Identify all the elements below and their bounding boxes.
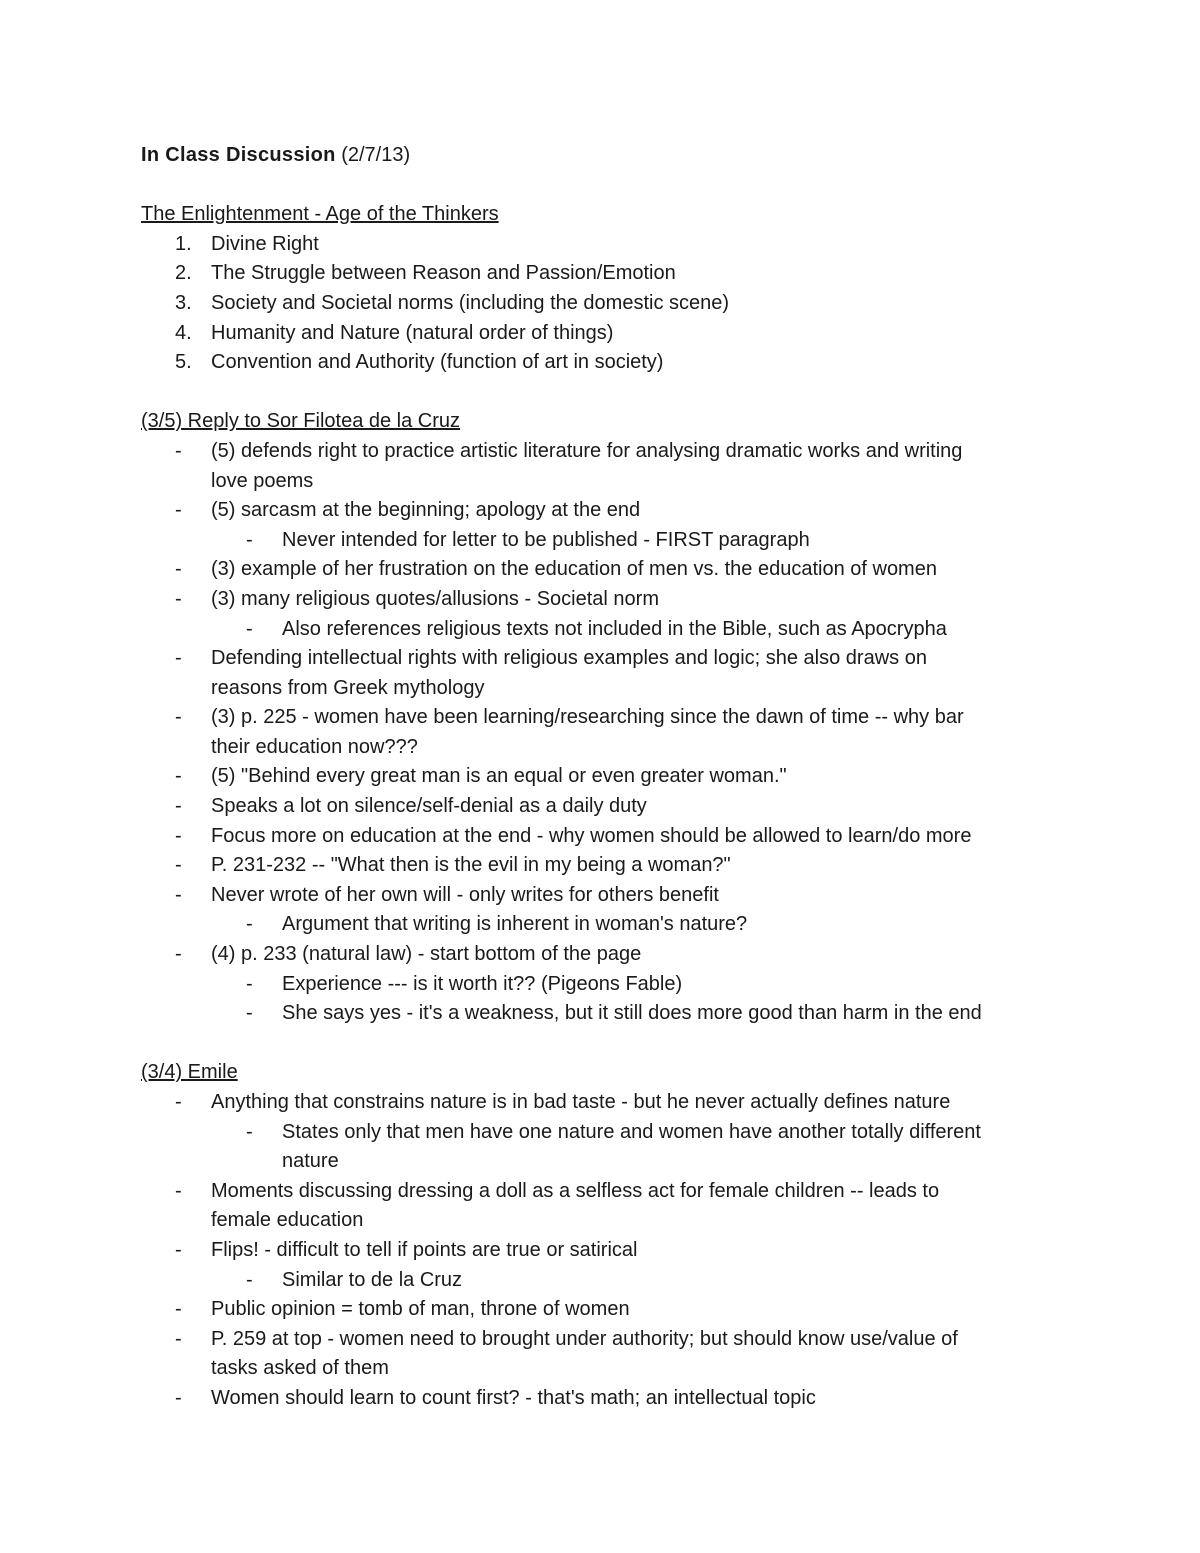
bullet-item: - (5) sarcasm at the beginning; apology at the end bbox=[175, 499, 641, 522]
spacer bbox=[141, 171, 1061, 201]
section-heading-enlightenment: The Enlightenment - Age of the Thinkers bbox=[141, 203, 499, 226]
bullet-item: - (5) defends right to practice artistic literature for analysing dramatic works and writing love poems bbox=[175, 439, 963, 492]
sub-bullet-item: - Never intended for letter to be published - FIRST paragraph bbox=[246, 528, 810, 551]
bullet-item: - (3) many religious quotes/allusions - Societal norm bbox=[175, 587, 659, 610]
sub-bullet-item: - Similar to de la Cruz bbox=[246, 1268, 463, 1291]
bullet-item: - Defending intellectual rights with religious examples and logic; she also draws on reasons from Greek mythology bbox=[175, 647, 927, 699]
bullet-item: - Moments discussing dressing a doll as a selfless act for female children -- leads to female education bbox=[175, 1179, 940, 1232]
numbered-item: 3. Society and Societal norms (including the domestic scene) bbox=[175, 291, 730, 314]
page-title bbox=[141, 141, 1061, 171]
spacer bbox=[141, 378, 1061, 408]
numbered-item: 2. The Struggle between Reason and Passion/Emotion bbox=[175, 262, 676, 285]
numbered-item: 5. Convention and Authority (function of art in society) bbox=[175, 351, 664, 374]
section-heading-emile: (3/4) Emile bbox=[141, 1061, 238, 1084]
title-bold: In Class Discussion bbox=[141, 144, 336, 166]
sub-bullet-item: - States only that men have one nature and women have another totally different nature bbox=[246, 1120, 981, 1173]
bullet-item: - Flips! - difficult to tell if points are true or satirical bbox=[175, 1238, 638, 1261]
bullet-item: - P. 231-232 -- "What then is the evil in my being a woman?" bbox=[175, 854, 731, 877]
numbered-item: 4. Humanity and Nature (natural order of things) bbox=[175, 321, 614, 344]
sub-bullet-item: - Also references religious texts not included in the Bible, such as Apocrypha bbox=[246, 617, 947, 640]
bullet-item: - (4) p. 233 (natural law) - start bottom of the page bbox=[175, 943, 642, 966]
sub-bullet-item: - Experience --- is it worth it?? (Pigeons Fable) bbox=[246, 972, 683, 995]
sub-bullet-item: - She says yes - it's a weakness, but it still does more good than harm in the end bbox=[246, 1002, 982, 1025]
bullet-item: - (5) "Behind every great man is an equal or even greater woman." bbox=[175, 765, 787, 788]
bullet-item: - Focus more on education at the end - why women should be allowed to learn/do more bbox=[175, 824, 972, 847]
document-page bbox=[141, 141, 1061, 1414]
spacer bbox=[141, 1029, 1061, 1059]
bullet-item: - Speaks a lot on silence/self-denial as a daily duty bbox=[175, 795, 647, 818]
sub-bullet-item: - Argument that writing is inherent in woman's nature? bbox=[246, 913, 748, 936]
bullet-item: - Anything that constrains nature is in bad taste - but he never actually defines nature bbox=[175, 1091, 951, 1113]
section-heading-reply: (3/5) Reply to Sor Filotea de la Cruz bbox=[141, 410, 461, 433]
bullet-item: - Women should learn to count first? - that's math; an intellectual topic bbox=[175, 1386, 816, 1409]
title-date: (2/7/13) bbox=[335, 144, 411, 166]
bullet-item: - Public opinion = tomb of man, throne of women bbox=[175, 1298, 630, 1321]
bullet-item: - Never wrote of her own will - only writes for others benefit bbox=[175, 883, 719, 906]
bullet-item: - P. 259 at top - women need to brought under authority; but should know use/value of tasks asked of them bbox=[175, 1327, 958, 1380]
bullet-item: - (3) p. 225 - women have been learning/researching since the dawn of time -- why bar their education now??? bbox=[175, 706, 964, 758]
numbered-item: 1. Divine Right bbox=[175, 232, 319, 255]
bullet-item: - (3) example of her frustration on the education of men vs. the education of women bbox=[175, 558, 937, 581]
